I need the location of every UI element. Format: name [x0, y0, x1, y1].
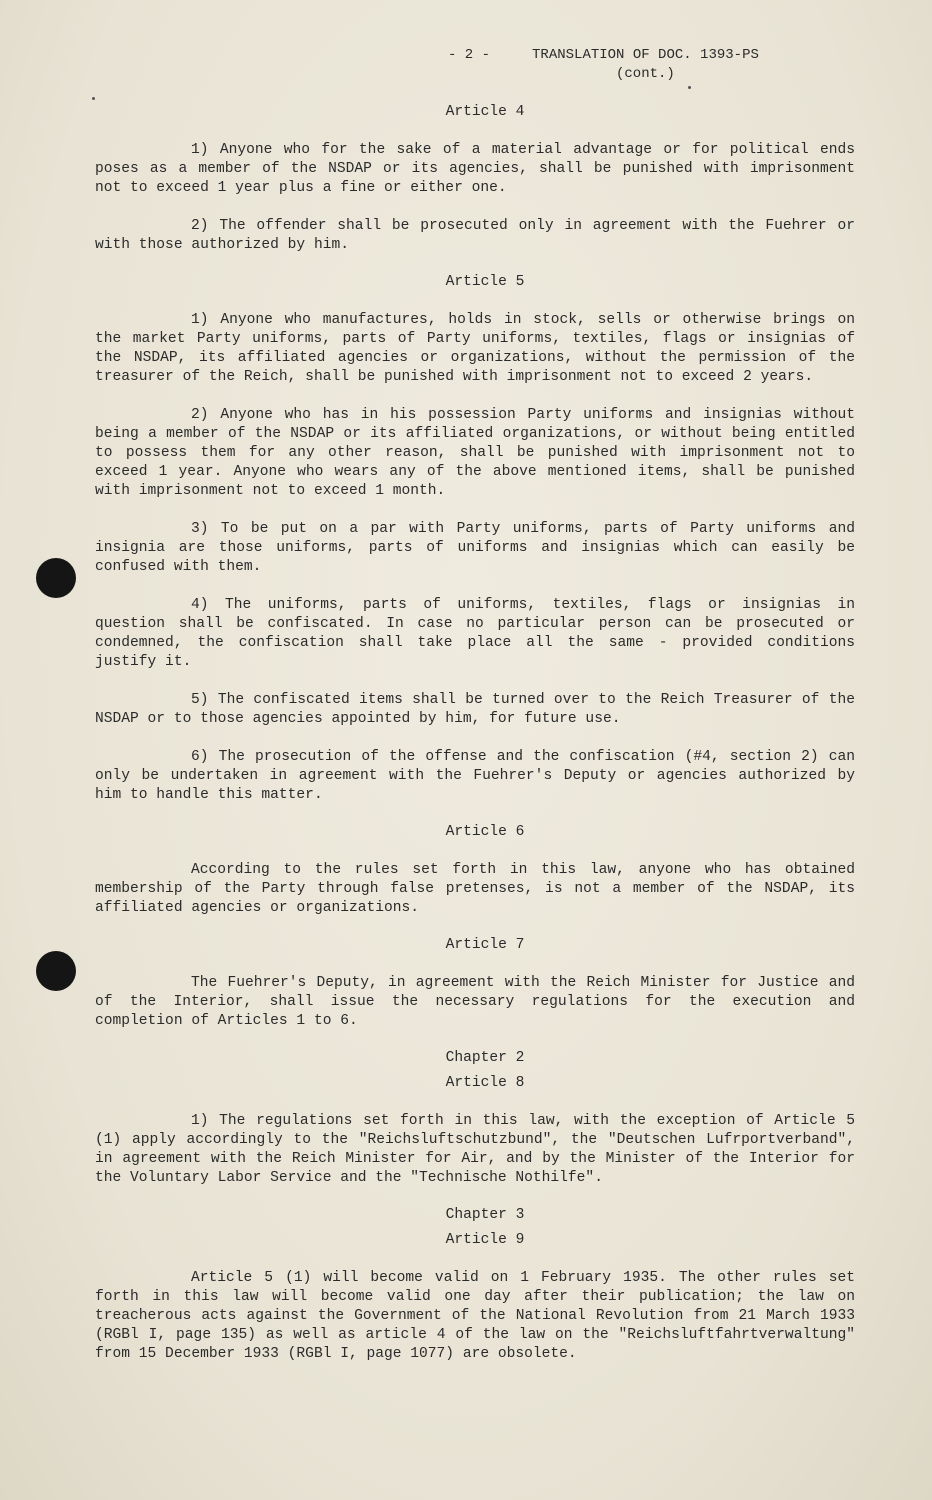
- section-heading: Article 5: [445, 274, 525, 290]
- section-heading: Article 8: [445, 1075, 525, 1091]
- paragraph: 4) The uniforms, parts of uniforms, textiles, flags or insignias in question shall be confiscated. In case no particular person can be prosecuted or condemned, the confiscation shall take place all the same - provided conditions justify it.: [95, 597, 855, 670]
- continued-label: (cont.): [616, 66, 675, 82]
- section-heading: Article 6: [445, 824, 525, 840]
- section-heading: Article 9: [445, 1232, 525, 1248]
- page-header: [448, 46, 759, 84]
- paragraph: 1) Anyone who for the sake of a material advantage or for political ends poses as a member of the NSDAP or its agencies, shall be punished with imprisonment not to exceed 1 year plus a fine or either one.: [95, 142, 855, 196]
- document-reference: TRANSLATION OF DOC. 1393-PS: [532, 47, 759, 63]
- paragraph: 3) To be put on a par with Party uniforms, parts of Party uniforms and insignia are those uniforms, parts of uniforms and insignias which can easily be confused with them.: [95, 521, 855, 575]
- section-heading: Chapter 3: [445, 1207, 525, 1223]
- page-number: - 2 -: [448, 47, 491, 63]
- paragraph: The Fuehrer's Deputy, in agreement with the Reich Minister for Justice and of the Interior, shall issue the necessary regulations for the execution and completion of Articles 1 to 6.: [95, 975, 855, 1029]
- document-body: [95, 103, 855, 1364]
- paragraph: 5) The confiscated items shall be turned over to the Reich Treasurer of the NSDAP or to those agencies appointed by him, for future use.: [95, 692, 855, 727]
- paragraph: 2) Anyone who has in his possession Party uniforms and insignias without being a member of the NSDAP or its affiliated organizations, or without being entitled to possess them for any other reason, shall be punished with imprisonment not to exceed 1 year. Anyone who wears any of the above mentioned items, shall be punished with imprisonment not to exceed 1 month.: [95, 407, 855, 499]
- speck: [92, 97, 95, 100]
- punch-hole: [36, 558, 76, 598]
- paragraph: 1) The regulations set forth in this law, with the exception of Article 5 (1) apply accordingly to the "Reichsluftschutzbund", the "Deutschen Lufrportverband", in agreement with the Reich Minister for Air, and by the Minister of the Interior for the Voluntary Labor Service and the "Technische Nothilfe".: [95, 1113, 855, 1186]
- paragraph: According to the rules set forth in this law, anyone who has obtained membership of the Party through false pretenses, is not a member of the NSDAP, its affiliated agencies or organizations.: [95, 862, 855, 916]
- section-heading: Article 4: [445, 104, 525, 120]
- section-heading: Article 7: [445, 937, 525, 953]
- paragraph: 1) Anyone who manufactures, holds in stock, sells or otherwise brings on the market Party uniforms, parts of Party uniforms, textiles, flags or insignias of the NSDAP, its affiliated agencies or organizations, without the permission of the treasurer of the Reich, shall be punished with imprisonment not to exceed 2 years.: [95, 312, 855, 385]
- section-heading: Chapter 2: [445, 1050, 525, 1066]
- paragraph: 6) The prosecution of the offense and the confiscation (#4, section 2) can only be undertaken in agreement with the Fuehrer's Deputy or agencies authorized by him to handle this matter.: [95, 749, 855, 803]
- paragraph: 2) The offender shall be prosecuted only in agreement with the Fuehrer or with those authorized by him.: [95, 218, 855, 253]
- punch-hole: [36, 951, 76, 991]
- speck: [688, 86, 691, 89]
- paragraph: Article 5 (1) will become valid on 1 February 1935. The other rules set forth in this law will become valid one day after their publication; the law on treacherous acts against the Government of the National Revolution from 21 March 1933 (RGBl I, page 135) as well as article 4 of the law on the "Reichsluftfahrtverwaltung" from 15 December 1933 (RGBl I, page 1077) are obsolete.: [95, 1270, 855, 1362]
